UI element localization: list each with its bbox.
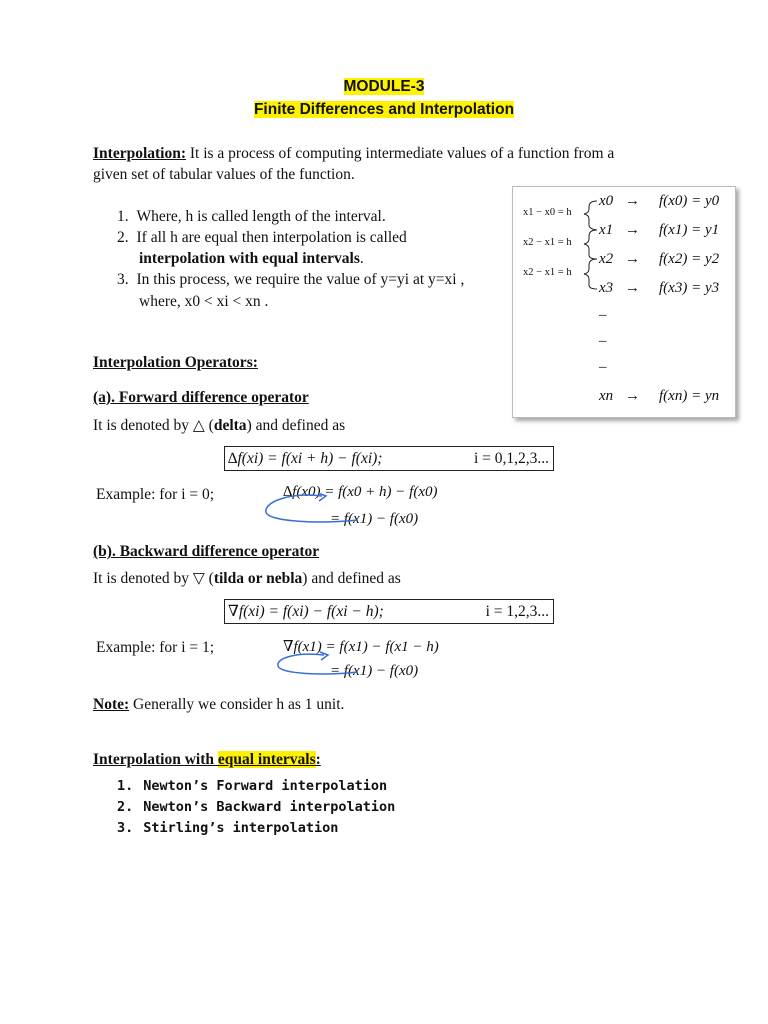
arrow-0: → [625, 193, 640, 209]
operators-heading: Interpolation Operators: [93, 354, 258, 371]
forward-example-label: Example: for i = 0; [96, 486, 215, 503]
arrow-2: → [625, 251, 640, 267]
module-title: MODULE-3 [343, 78, 425, 95]
forward-example-line1: ∆f(x0) = f(x0 + h) − f(x0) [283, 484, 438, 500]
equal-intervals-heading: Interpolation with equal intervals: [93, 751, 321, 768]
nabla-icon: ▽ [192, 570, 205, 587]
row-fn: f(xn) = yn [659, 388, 720, 404]
list-item-2: 2. If all h are equal then interpolation is called [117, 229, 407, 246]
row-x1: x1 [599, 222, 614, 238]
diff-3: x2 − x1 = h [523, 267, 572, 278]
list-item-2-bold: interpolation with equal intervals. [139, 250, 364, 267]
row-x0: x0 [599, 193, 614, 209]
brace-1 [584, 201, 597, 230]
forward-curved-arrow-icon [260, 490, 370, 530]
ellipsis-dash-2: – [599, 333, 607, 349]
backward-desc: It is denoted by ▽ (tilda or nebla) and defined as [93, 570, 401, 587]
row-x2: x2 [599, 251, 614, 267]
row-f1: f(x1) = y1 [659, 222, 720, 238]
forward-heading: (a). Forward difference operator [93, 389, 309, 406]
backward-heading: (b). Backward difference operator [93, 543, 320, 560]
list-item-3-sub: where, x0 < xi < xn . [139, 293, 269, 310]
backward-example-line1: ∇f(x1) = f(x1) − f(x1 − h) [283, 639, 439, 655]
diff-1: x1 − x0 = h [523, 207, 572, 218]
backward-formula-box: ∇f(xi) = f(xi) − f(xi − h); i = 1,2,3... [224, 599, 554, 624]
forward-example-line2: = f(x1) − f(x0) [330, 511, 419, 527]
intro-term: Interpolation: [93, 145, 186, 162]
backward-example-line2: = f(x1) − f(x0) [330, 663, 419, 679]
arrow-1: → [625, 222, 640, 238]
forward-desc: It is denoted by △ (delta) and defined as [93, 417, 346, 434]
delta-icon: △ [192, 417, 205, 434]
method-item-1: 1. Newton’s Forward interpolation [117, 778, 388, 794]
method-item-2: 2. Newton’s Backward interpolation [117, 799, 396, 815]
intro-line1: It is a process of computing intermediate values of a function from a [189, 145, 615, 162]
list-item-1: 1. Where, h is called length of the interval. [117, 208, 386, 225]
forward-formula-box: ∆f(xi) = f(xi + h) − f(xi); i = 0,1,2,3... [224, 446, 554, 471]
page-subtitle: Finite Differences and Interpolation [253, 101, 515, 118]
intro-paragraph [93, 143, 693, 164]
row-f2: f(x2) = y2 [659, 251, 720, 267]
note: Note: Generally we consider h as 1 unit. [93, 696, 345, 713]
brace-3 [584, 259, 597, 289]
ellipsis-dash-3: – [599, 359, 607, 375]
row-f0: f(x0) = y0 [659, 193, 720, 209]
row-x3: x3 [599, 280, 614, 296]
row-xn: xn [599, 388, 614, 404]
tabular-values-box [512, 186, 736, 418]
ellipsis-dash-1: – [599, 307, 607, 323]
intro-line2: given set of tabular values of the function. [93, 166, 355, 183]
method-item-3: 3. Stirling’s interpolation [117, 820, 339, 836]
list-item-3: 3. In this process, we require the value of y=yi at y=xi , [117, 271, 465, 288]
backward-curved-arrow-icon [268, 650, 378, 684]
arrow-n: → [625, 388, 640, 404]
brace-2 [584, 230, 597, 259]
arrow-3: → [625, 280, 640, 296]
backward-example-label: Example: for i = 1; [96, 639, 215, 656]
diff-2: x2 − x1 = h [523, 237, 572, 248]
row-f3: f(x3) = y3 [659, 280, 720, 296]
